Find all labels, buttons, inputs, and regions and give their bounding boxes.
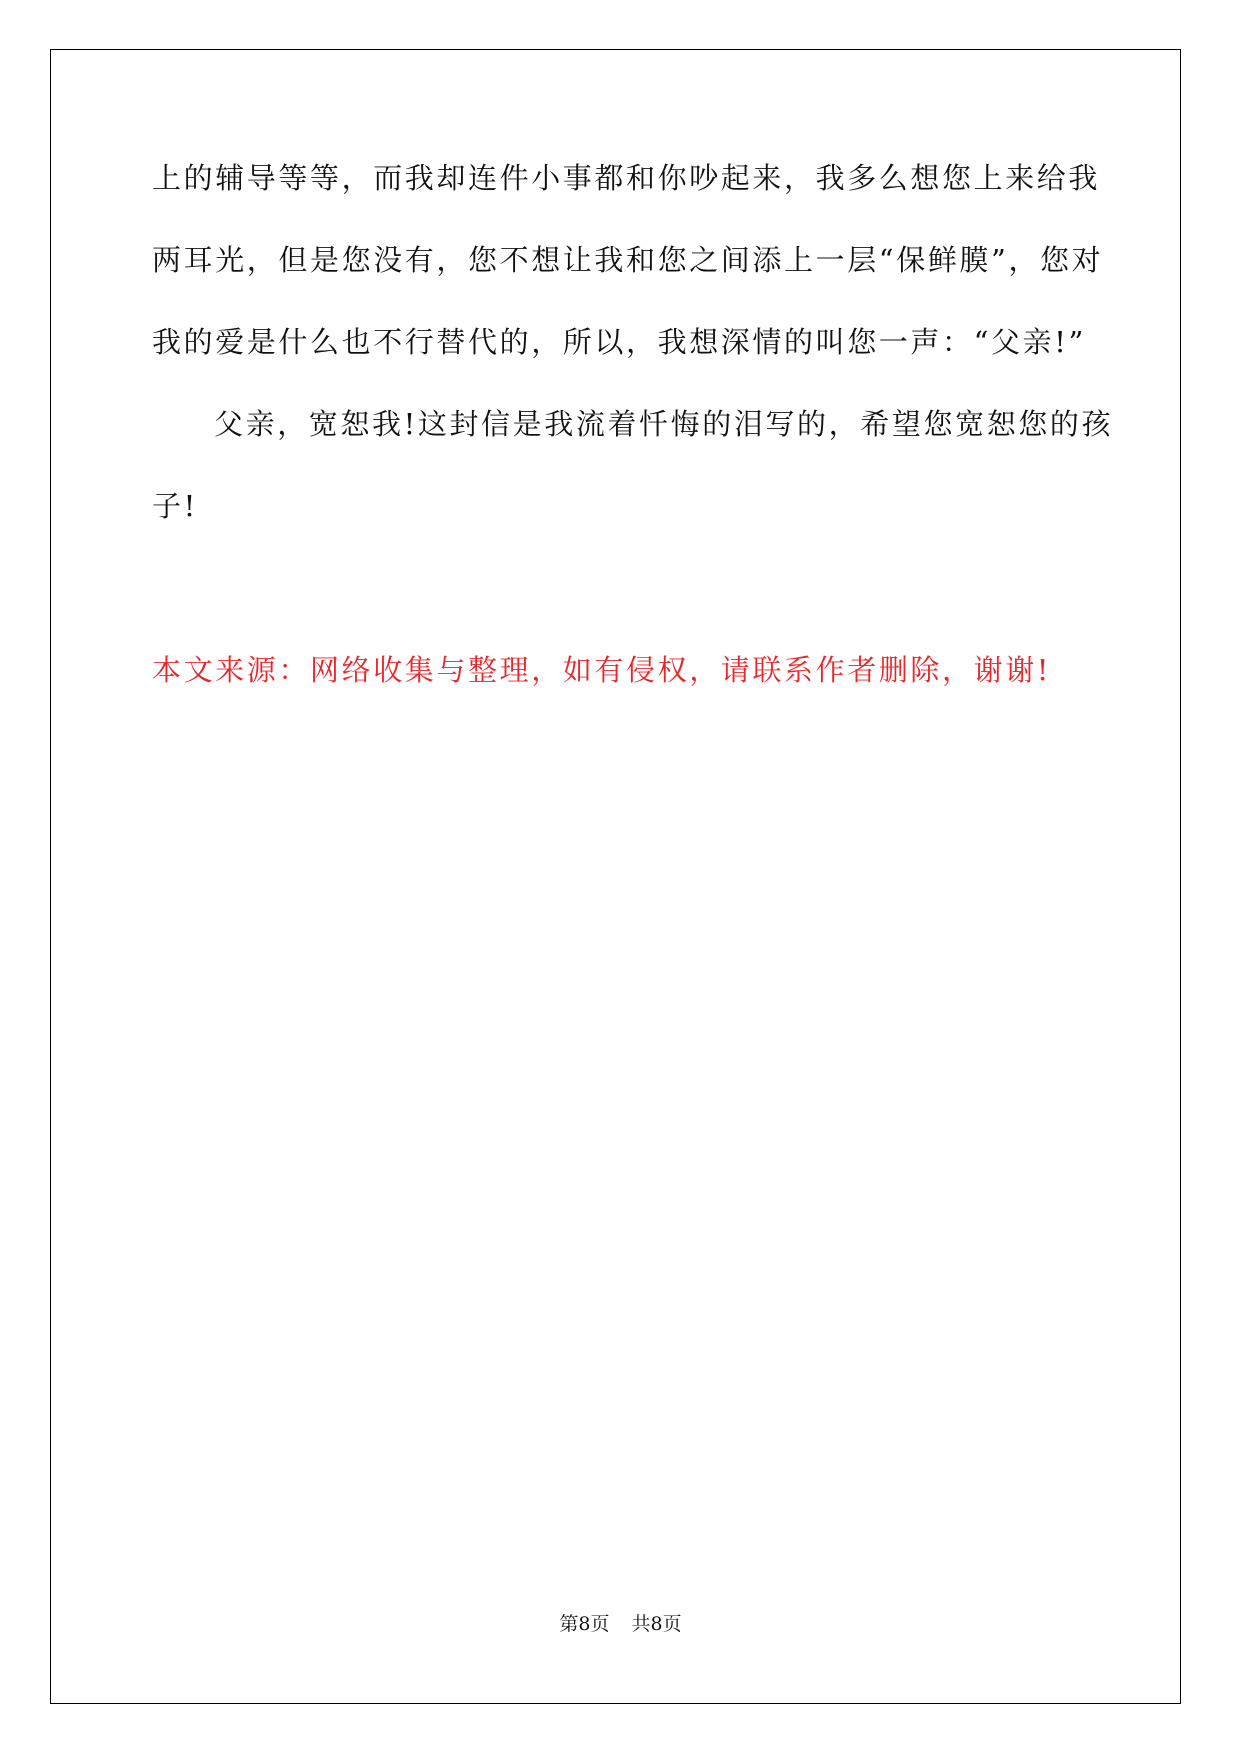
paragraph-line: 上的辅导等等，而我却连件小事都和你吵起来，我多么想您上来给我	[152, 161, 1101, 195]
source-disclaimer: 本文来源：网络收集与整理，如有侵权，请联系作者删除，谢谢!	[152, 653, 1052, 687]
page-number: 第8页	[559, 1613, 610, 1635]
paragraph-line: 两耳光，但是您没有，您不想让我和您之间添上一层“保鲜膜”，您对	[152, 243, 1104, 277]
paragraph-line: 我的爱是什么也不行替代的，所以，我想深情的叫您一声：“父亲!”	[152, 325, 1086, 359]
paragraph-line: 父亲，宽恕我!这封信是我流着忏悔的泪写的，希望您宽恕您的孩	[214, 407, 1114, 441]
page-total: 共8页	[631, 1613, 682, 1635]
paragraph-line: 子!	[152, 489, 198, 523]
page-footer	[0, 1609, 1241, 1636]
letter-body	[152, 160, 1114, 570]
